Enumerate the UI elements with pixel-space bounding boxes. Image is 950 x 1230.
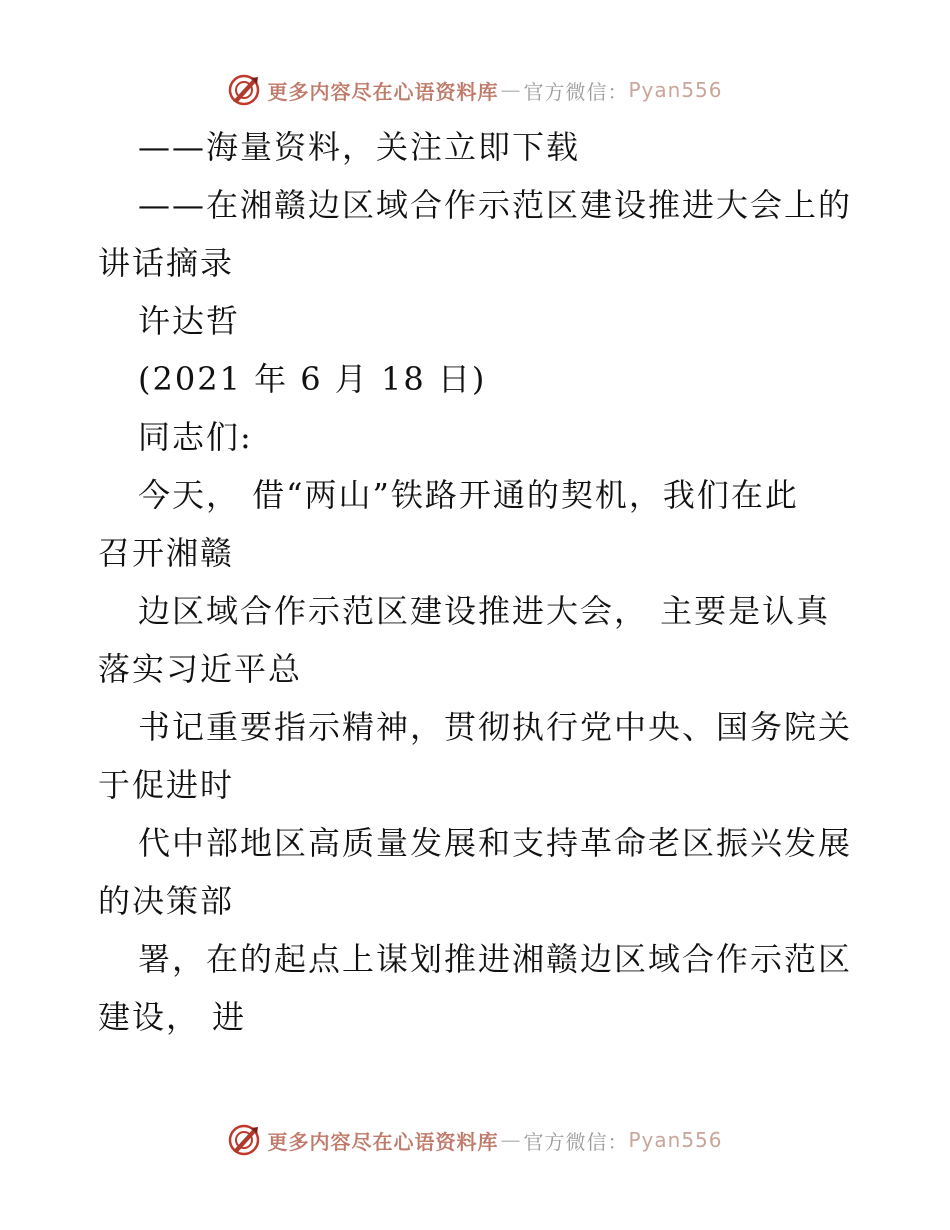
text-line: 召开湘赣 [98,534,235,572]
watermark-separator: — [500,1128,522,1152]
watermark-library-text: 更多内容尽在心语资料库 [267,1129,499,1154]
text-line: 讲话摘录 [98,244,235,282]
watermark-wechat-id: Pyan556 [628,78,723,102]
text-line: 于促进时 [98,766,235,804]
text-line: 署，在的起点上谋划推进湘赣边区域合作示范区 [138,940,853,978]
text-line: ——海量资料，关注立即下载 [138,128,581,166]
document-body [98,118,868,1046]
watermark-separator: — [500,78,522,102]
watermark-library-text: 更多内容尽在心语资料库 [267,79,499,104]
quill-logo-icon [227,1123,261,1157]
text-line: 许达哲 [138,302,241,340]
text-line: 建设， 进 [98,998,247,1036]
quill-logo-icon [227,73,261,107]
text-line: 今天， 借“两山”铁路开通的契机，我们在此 [138,476,799,514]
text-line: ——在湘赣边区域合作示范区建设推进大会上的 [138,186,853,224]
text-line: 同志们: [138,418,253,456]
text-line: (2021 年 6 月 18 日) [138,360,487,398]
footer-watermark [0,1120,950,1160]
text-line: 书记重要指示精神，贯彻执行党中央、国务院关 [138,708,853,746]
watermark-wechat-label: 官方微信： [523,1129,629,1154]
text-line: 落实习近平总 [98,650,303,688]
watermark-wechat-label: 官方微信： [523,79,629,104]
header-watermark [0,70,950,110]
watermark-wechat-id: Pyan556 [628,1128,723,1152]
text-line: 边区域合作示范区建设推进大会， 主要是认真 [138,592,831,630]
text-line: 的决策部 [98,882,235,920]
text-line: 代中部地区高质量发展和支持革命老区振兴发展 [138,824,853,862]
